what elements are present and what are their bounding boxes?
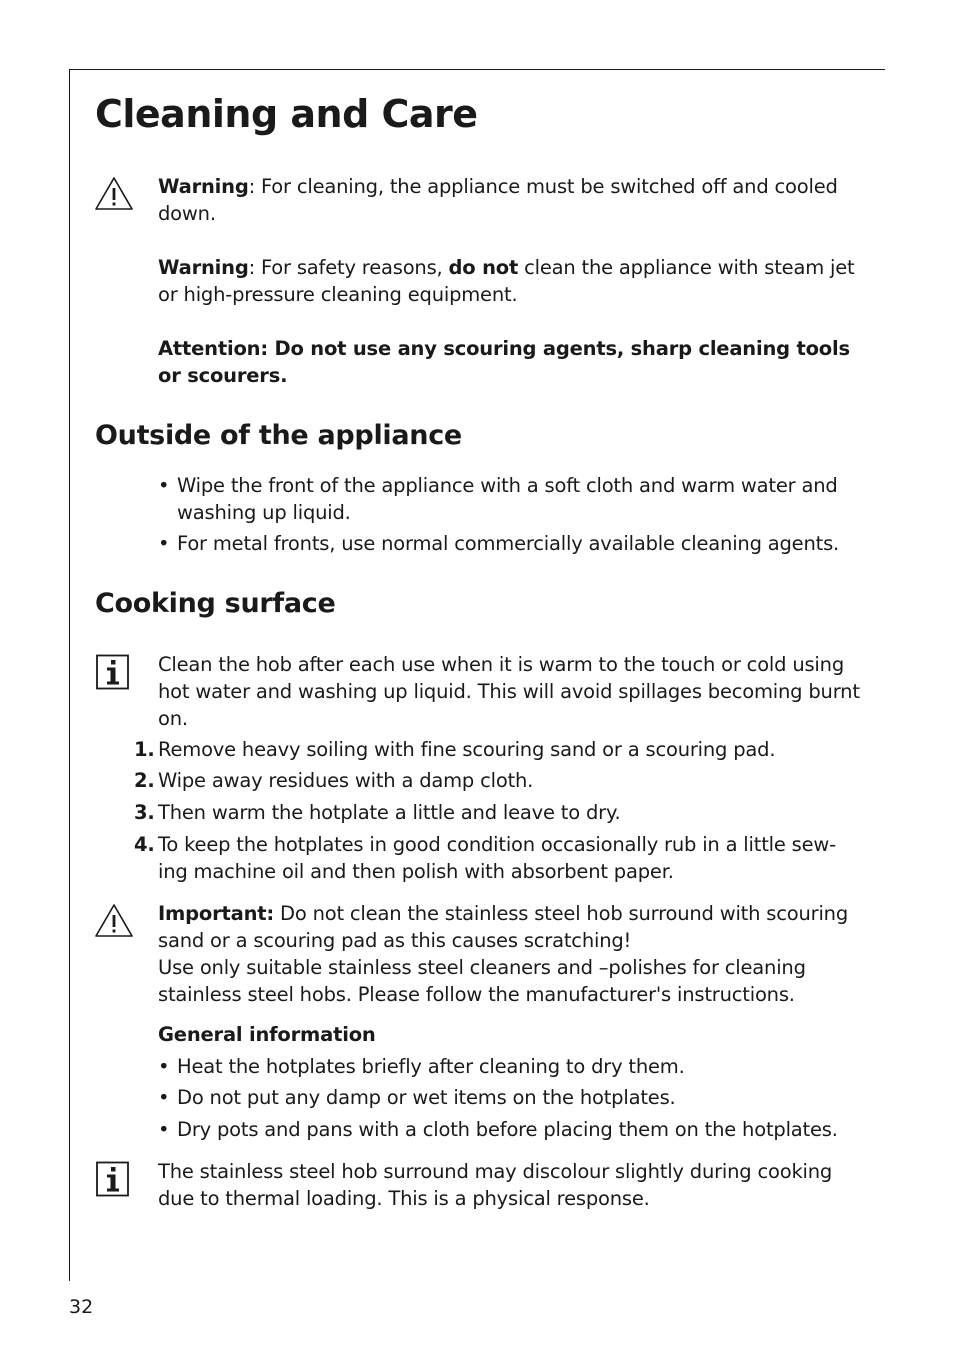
list-item-text: Dry pots and pans with a cloth before placing them on the hotplates.	[177, 1118, 838, 1141]
list-item-text: Wipe the front of the appliance with a soft cloth and warm water and washing up liquid.	[177, 474, 838, 524]
list-item	[158, 1053, 864, 1080]
important-text: Do not clean the stainless steel hob surround with scouring sand or a scouring pad as this causes scratching!	[158, 902, 849, 952]
step-text: To keep the hotplates in good condition occasionally rub in a little sew-ing machine oil and then polish with absorbent paper.	[158, 833, 836, 883]
warning-2-label: Warning	[158, 256, 249, 279]
list-item-text: For metal fronts, use normal commercially available cleaning agents.	[177, 532, 840, 555]
list-item	[134, 767, 864, 794]
list-item	[158, 1084, 864, 1111]
heading-outside: Outside of the appliance	[95, 420, 462, 451]
step-number: 2.	[134, 769, 155, 792]
important-label: Important:	[158, 902, 275, 925]
step-number: 1.	[134, 738, 155, 761]
list-item	[158, 472, 864, 526]
bullet-dot: •	[158, 1118, 170, 1141]
list-item	[134, 736, 864, 763]
step-text: Remove heavy soiling with fine scouring sand or a scouring pad.	[158, 738, 776, 761]
list-item	[158, 1116, 864, 1143]
step-text: Wipe away residues with a damp cloth.	[158, 769, 534, 792]
list-item	[134, 831, 864, 885]
warning-2-text-b: clean the appliance with steam jet or high-pressure cleaning equipment.	[158, 256, 855, 306]
step-text: Then warm the hotplate a little and leave to dry.	[158, 801, 621, 824]
warning-triangle-icon	[94, 176, 134, 212]
general-information-heading: General information	[158, 1023, 376, 1046]
list-item	[134, 799, 864, 826]
bullet-dot: •	[158, 1086, 170, 1109]
warning-2-bold: do not	[448, 256, 519, 279]
page-number: 32	[69, 1296, 94, 1318]
warning-2-text-a: : For safety reasons,	[248, 256, 449, 279]
warning-triangle-icon	[94, 903, 134, 939]
warning-2	[158, 254, 864, 308]
page-title: Cleaning and Care	[95, 92, 478, 136]
list-item-text: Heat the hotplates briefly after cleaning to dry them.	[177, 1055, 685, 1078]
list-item-text: Do not put any damp or wet items on the hotplates.	[177, 1086, 676, 1109]
info-icon	[94, 654, 134, 690]
bullet-dot: •	[158, 532, 170, 555]
important-note	[158, 900, 864, 1008]
left-rule	[69, 69, 70, 1281]
bullet-dot: •	[158, 1055, 170, 1078]
step-number: 4.	[134, 833, 155, 856]
warning-1	[158, 173, 864, 227]
attention-note: Attention: Do not use any scouring agents, sharp cleaning tools or scourers.	[158, 337, 850, 387]
important-text-2: Use only suitable stainless steel cleaners and –polishes for cleaning stainless steel hobs. Please follow the manufacturer's instructions.	[158, 956, 806, 1006]
info-icon	[94, 1161, 134, 1197]
bullet-dot: •	[158, 474, 170, 497]
info-clean-hob: Clean the hob after each use when it is warm to the touch or cold using hot water and washing up liquid. This will avoid spillages becoming burnt on.	[158, 653, 860, 730]
top-rule	[69, 69, 885, 70]
warning-1-label: Warning	[158, 175, 249, 198]
list-item	[158, 530, 864, 557]
info-discolour: The stainless steel hob surround may discolour slightly during cooking due to thermal loading. This is a physical response.	[158, 1160, 833, 1210]
warning-1-text: : For cleaning, the appliance must be switched off and cooled down.	[158, 175, 838, 225]
heading-cooking-surface: Cooking surface	[95, 588, 336, 619]
step-number: 3.	[134, 801, 155, 824]
